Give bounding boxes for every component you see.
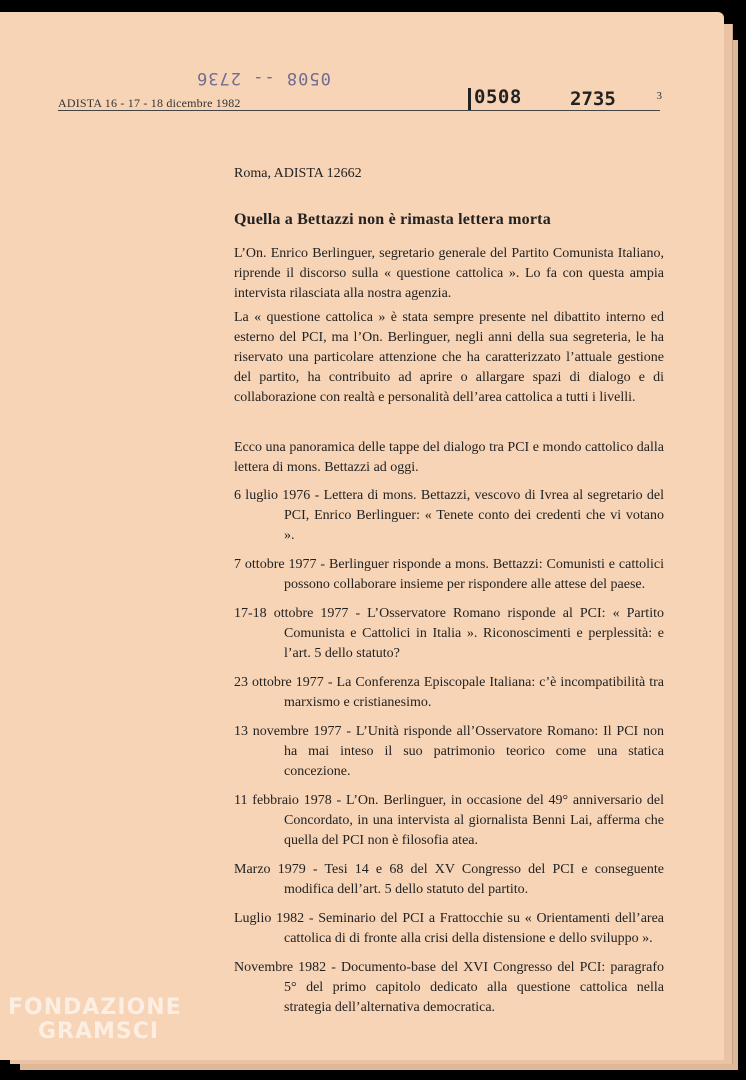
entry-text: Documento-base del XVI Congresso del PCI: paragrafo 5° del primo capitolo dedicato alla questione cattolica nella strategia dell’alternativa democratica. — [284, 960, 664, 1015]
timeline-entry: Luglio 1982 - Seminario del PCI a Frattocchie su « Orientamenti dell’area cattolica di di fronte alla crisi della distensione e dello sviluppo ». — [234, 911, 664, 946]
entry-date: 13 novembre 1977 — [234, 724, 342, 739]
entry-text: L’Osservatore Romano risponde al PCI: « Partito Comunista e Cattolici in Italia ». Riconoscimenti e perplessità: e l’art. 5 dello statuto? — [284, 606, 664, 661]
entry-date: Luglio 1982 — [234, 911, 305, 926]
inverted-stamp: 0508 -- 2736 — [196, 68, 331, 88]
page-number: 3 — [656, 90, 662, 102]
timeline-entry: Marzo 1979 - Tesi 14 e 68 del XV Congresso del PCI e conseguente modifica dell’art. 5 dello statuto del partito. — [234, 862, 664, 897]
entry-text: L’Unità risponde all’Osservatore Romano: Il PCI non ha mai inteso il suo patrimonio teorico come una statica concezione. — [284, 724, 664, 779]
timeline-entry: 6 luglio 1976 - Lettera di mons. Bettazzi, vescovo di Ivrea al segretario del PCI, Enrico Berlinguer: « Tenete conto dei credenti che vi votano ». — [234, 488, 664, 543]
entry-date: 11 febbraio 1978 — [234, 793, 332, 808]
article-title: Quella a Bettazzi non è rimasta lettera morta — [234, 211, 551, 228]
timeline-intro: Ecco una panoramica delle tappe del dialogo tra PCI e mondo cattolico dalla lettera di mons. Bettazzi ad oggi. — [234, 440, 664, 475]
running-head-text: ADISTA 16 - 17 - 18 dicembre 1982 — [58, 96, 241, 110]
article-body — [234, 164, 664, 1027]
timeline-entry: Novembre 1982 - Documento-base del XVI Congresso del PCI: paragrafo 5° del primo capitolo dedicato alla questione cattolica nella strategia dell’alternativa democratica. — [234, 960, 664, 1015]
paragraph: L’On. Enrico Berlinguer, segretario generale del Partito Comunista Italiano, riprende il discorso sulla « questione cattolica ». Lo fa con questa ampia intervista rilasciata alla nostra agenzia. — [234, 246, 664, 301]
entry-date: 7 ottobre 1977 — [234, 557, 317, 572]
entry-text: Lettera di mons. Bettazzi, vescovo di Ivrea al segretario del PCI, Enrico Berlinguer: « Tenete conto dei credenti che vi votano ». — [284, 488, 664, 543]
timeline-entry: 17-18 ottobre 1977 - L’Osservatore Romano risponde al PCI: « Partito Comunista e Cattolici in Italia ». Riconoscimenti e perplessità: e l’art. 5 dello statuto? — [234, 606, 664, 661]
dateline: Roma, ADISTA 12662 — [234, 166, 362, 181]
watermark-line-1: FONDAZIONE — [8, 995, 182, 1020]
paragraph: La « questione cattolica » è stata sempre presente nel dibattito interno ed esterno del PCI, ma l’On. Berlinguer, negli anni della sua segreteria, le ha riservato una particolare attenzione che ha caratterizzato l’attuale gestione del partito, ha contribuito ad aprire o allargare spazi di dialogo e di collaborazione con realtà e personalità dell’area cattolica a tutti i livelli. — [234, 310, 664, 405]
entry-date: 17-18 ottobre 1977 — [234, 606, 349, 621]
timeline-entry: 13 novembre 1977 - L’Unità risponde all’Osservatore Romano: Il PCI non ha mai inteso il suo patrimonio teorico come una statica concezione. — [234, 724, 664, 779]
entry-text: Tesi 14 e 68 del XV Congresso del PCI e conseguente modifica dell’art. 5 dello statuto del partito. — [284, 862, 664, 897]
archive-stamp-number: 0508 — [474, 86, 522, 108]
timeline-entry: 23 ottobre 1977 - La Conferenza Episcopale Italiana: c’è incompatibilità tra marxismo e cristianesimo. — [234, 675, 665, 710]
entry-date: 6 luglio 1976 — [234, 488, 311, 503]
timeline-entry: 11 febbraio 1978 - L’On. Berlinguer, in occasione del 49° anniversario del Concordato, in una intervista al giornalista Benni Lai, afferma che quella del PCI non è filosofia atea. — [234, 793, 664, 848]
watermark-line-2: GRAMSCI — [38, 1019, 160, 1044]
entry-date: Novembre 1982 — [234, 960, 327, 975]
entry-date: Marzo 1979 — [234, 862, 306, 877]
entry-date: 23 ottobre 1977 — [234, 675, 324, 690]
entry-text: La Conferenza Episcopale Italiana: c’è incompatibilità tra marxismo e cristianesimo. — [284, 675, 665, 710]
archive-stamp-number-2: 2735 — [570, 88, 616, 110]
entry-text: Berlinguer risponde a mons. Bettazzi: Comunisti e cattolici possono collaborare insieme per rispondere alle attese del paese. — [284, 557, 664, 592]
fondazione-gramsci-watermark — [8, 996, 182, 1044]
entry-text: L’On. Berlinguer, in occasione del 49° anniversario del Concordato, in una intervista al giornalista Benni Lai, afferma che quella del PCI non è filosofia atea. — [284, 793, 664, 848]
timeline-entry: 7 ottobre 1977 - Berlinguer risponde a mons. Bettazzi: Comunisti e cattolici possono collaborare insieme per rispondere alle attese del paese. — [234, 557, 664, 592]
entry-text: Seminario del PCI a Frattocchie su « Orientamenti dell’area cattolica di di fronte alla crisi della distensione e dello sviluppo ». — [284, 911, 664, 946]
header-rule — [58, 110, 660, 111]
